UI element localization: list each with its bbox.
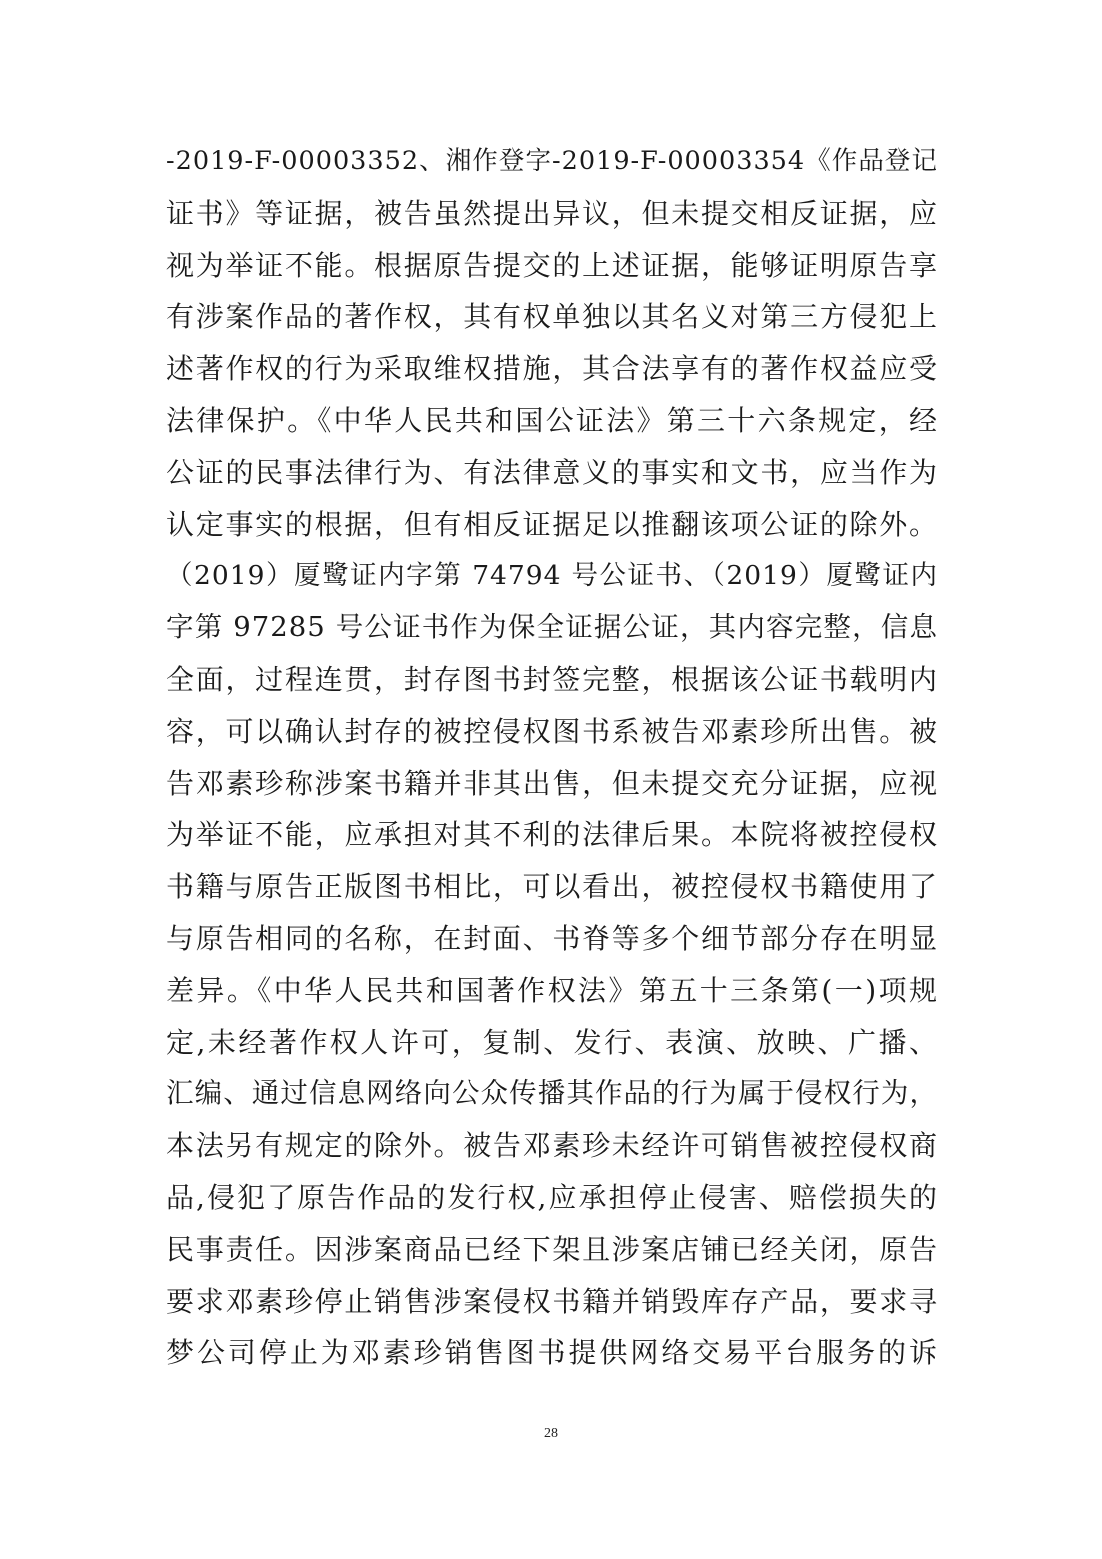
text-line-16: 与原告相同的名称，在封面、书脊等多个细节部分存在明显: [166, 921, 938, 955]
text-line-22: 民事责任。因涉案商品已经下架且涉案店铺已经关闭，原告: [166, 1232, 938, 1266]
text-line-12: 容，可以确认封存的被控侵权图书系被告邓素珍所出售。被: [166, 714, 938, 748]
text-line-24: 梦公司停止为邓素珍销售图书提供网络交易平台服务的诉: [166, 1336, 938, 1370]
text-line-4: 有涉案作品的著作权，其有权单独以其名义对第三方侵犯上: [166, 300, 938, 334]
text-line-23: 要求邓素珍停止销售涉案侵权书籍并销毁库存产品，要求寻: [166, 1284, 938, 1318]
text-line-2: 证书》等证据，被告虽然提出异议，但未提交相反证据，应: [166, 196, 938, 230]
text-line-20: 本法另有规定的除外。被告邓素珍未经许可销售被控侵权商: [166, 1129, 938, 1163]
body-paragraph: [166, 136, 938, 1379]
text-line-13: 告邓素珍称涉案书籍并非其出售，但未提交充分证据，应视: [166, 766, 938, 800]
text-line-14: 为举证不能，应承担对其不利的法律后果。本院将被控侵权: [166, 818, 938, 852]
text-line-21: 品,侵犯了原告作品的发行权,应承担停止侵害、赔偿损失的: [166, 1180, 938, 1214]
text-line-19: 汇编、通过信息网络向公众传播其作品的行为属于侵权行为，: [166, 1077, 938, 1110]
text-line-9: （2019）厦鹭证内字第 74794 号公证书、（2019）厦鹭证内: [166, 560, 938, 592]
text-line-17: 差异。《中华人民共和国著作权法》第五十三条第(一)项规: [166, 973, 938, 1007]
text-line-8: 认定事实的根据，但有相反证据足以推翻该项公证的除外。: [166, 507, 938, 541]
text-line-7: 公证的民事法律行为、有法律意义的事实和文书，应当作为: [166, 455, 938, 489]
text-line-3: 视为举证不能。根据原告提交的上述证据，能够证明原告享: [166, 248, 938, 282]
text-line-6: 法律保护。《中华人民共和国公证法》第三十六条规定，经: [166, 403, 938, 437]
text-line-10: 字第 97285 号公证书作为保全证据公证，其内容完整，信息: [166, 611, 938, 644]
text-line-15: 书籍与原告正版图书相比，可以看出，被控侵权书籍使用了: [166, 870, 938, 904]
text-line-11: 全面，过程连贯，封存图书封签完整，根据该公证书载明内: [166, 662, 938, 696]
text-line-18: 定,未经著作权人许可，复制、发行、表演、放映、广播、: [166, 1025, 938, 1059]
page-number: 28: [544, 1426, 558, 1441]
text-line-5: 述著作权的行为采取维权措施，其合法享有的著作权益应受: [166, 352, 938, 386]
text-line-1: -2019-F-00003352、湘作登字-2019-F-00003354《作品登记: [166, 146, 938, 176]
